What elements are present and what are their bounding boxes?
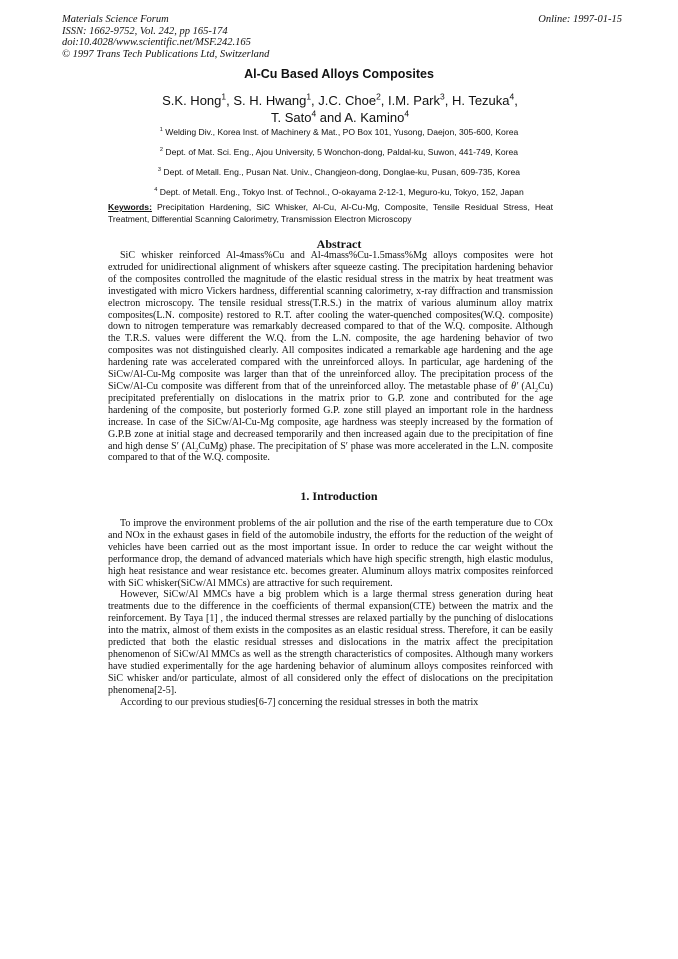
paper-title: Al-Cu Based Alloys Composites [244,67,434,81]
keywords [108,202,553,225]
author: S.K. Hong [162,93,222,108]
author-affil-mark: 4 [404,108,410,119]
paragraph: However, SiCw/Al MMCs have a big problem which is a large thermal stress generation during heat treatments due to the difference in the coefficients of thermal expansion(CTE) between the matrix and the reinforcement. By Taya [1] , the induced thermal stresses are relaxed partially by the punching of dislocations into the matrix, almost of them exists in the composites as an elastic residual stress. Therefore, it can be easily predicted that both the elastic residual stresses and dislocations in the matrix affect the precipitation phenomenon of SiCw/Al MMCs as well as the strength characteristics of composites. Although many workers have studied experimentally for the age hardening behavior of aluminum alloys composites reinforced with SiC whisker and/or particulate, almost of all considered only the effect of dislocations on the precipitation phenomena[2-5]. [108,589,553,696]
affiliation: $^4$ Dept. of Metall. Eng., Tokyo Inst. of Technol., O-okayama 2-12-1, Meguro-ku, Tokyo, 152, Japan [154,187,524,197]
introduction-body [108,518,553,709]
author: A. Kamino [344,110,405,125]
author-affil-mark: 2 [376,91,381,102]
issn-line: ISSN: 1662-9752, Vol. 242, pp 165-174 [62,25,228,37]
author-affil-mark: 3 [440,91,445,102]
affiliation-list [104,125,574,205]
author: J.C. Choe [318,93,377,108]
paragraph: According to our previous studies[6-7] concerning the residual stresses in both the matrix [120,696,479,708]
affiliation: $^1$ Welding Div., Korea Inst. of Machinery & Mat., PO Box 101, Yusong, Daejon, 305-600, Korea [159,127,519,137]
copyright-line: © 1997 Trans Tech Publications Ltd, Switzerland [62,48,270,60]
author: T. Sato [270,110,312,125]
journal-name: Materials Science Forum [62,14,169,25]
affiliation: $^2$ Dept. of Mat. Sci. Eng., Ajou University, 5 Wonchon-dong, Paldal-ku, Suwon, 441-749, Korea [159,147,519,157]
author: H. Tezuka [451,93,510,108]
introduction-heading: 1. Introduction [300,489,378,503]
doi-line: doi:10.4028/www.scientific.net/MSF.242.165 [62,37,251,48]
author-affil-mark: 4 [311,108,317,119]
online-date: Online: 1997-01-15 [538,14,622,25]
author-list: S.K. Hong$^1$, S. H. Hwang$^1$, J.C. Choe$^2$, I.M. Park$^3$, H. Tezuka$^4$, T. Sato$^4$ and A. Kamino$^4$ [162,91,518,125]
abstract-body: SiC whisker reinforced Al-4mass%Cu and Al-4mass%Cu-1.5mass%Mg alloys composites were hot extruded for unidirectional alignment of whiskers after squeeze casting. The precipitation hardening behavior of the composites controlled the magnitude of the elastic residual stress in the matrix by heat treatment was investigated with micro Vickers hardness, differential scanning calorimetry, x-ray diffraction and transmission electron microscopy. The tensile residual stress(T.R.S.) in the matrix of various aluminum alloy matrix composites(L.N. composite) restored to R.T. after cooling the water-quenched composites(W.Q. composite) down to nitrogen temperature was remarkably decreased compared to that of the W.Q. composite. Although the T.R.S. values were different the W.Q. from the L.N. composite, the age hardening behavior of two composites was not distinguished clearly. All composites indicated a remarkable age hardening and the age hardening rate was accelerated compared with the unreinforced alloys. In particular, age hardening of the SiCw/Al-Cu-Mg composite was larger than that of the unreinforced alloy. The precipitation process of the SiCw/Al-Cu composite was different from that of the unreinforced alloy. The metastable phase of θ′ $(Al_2Cu)$ precipitated preferentially on dislocations in the matrix prior to G.P. zone and contributed for the age hardening of the composite, but posteriorly formed G.P. zone still played an important role in the hardness increase. In case of the SiCw/Al-Cu-Mg composite, age hardness was steeply increased by the formation of G.P.B zone at initial stage and decreased temporarily and then increased again due to the precipitation of fine and high dense S′ $(Al_2CuMg)$ phase. The precipitation of S′ phase was more accelerated in the L.N. composite compared to that of the W.Q. composite. [108,250,553,464]
author: S. H. Hwang [233,93,307,108]
author-affil-mark: 1 [306,91,312,102]
keywords-label: Keywords: [108,202,152,212]
author-affil-mark: 4 [509,91,515,102]
author-affil-mark: 1 [221,91,227,102]
page-header [62,14,622,60]
affiliation: $^3$ Dept. of Metall. Eng., Pusan Nat. Univ., Changjeon-dong, Donglae-ku, Pusan, 609-735, Korea [157,167,521,177]
author: I.M. Park [388,93,441,108]
paragraph: To improve the environment problems of the air pollution and the rise of the earth temperature due to COx and NOx in the exhaust gases in field of the automobile industry, the efforts for the reduction of the weight of vehicles have been carried out as the most important issue. In order to reduce the car weight without the performance drop, the demand of advanced materials which have high specific strength, high elastic modulus, high heat resistance and wear resistance etc. becomes greater. Aluminum alloys matrix composites reinforced with SiC whisker(SiCw/Al MMCs) are attractive for such requirement. [108,518,553,589]
abstract-heading: Abstract [316,237,362,251]
keywords-text: Precipitation Hardening, SiC Whisker, Al-Cu, Al-Cu-Mg, Composite, Tensile Residual Stress, Heat Treatment, Differential Scanning Calorimetry, Transmission Electron Microscopy [108,202,554,224]
